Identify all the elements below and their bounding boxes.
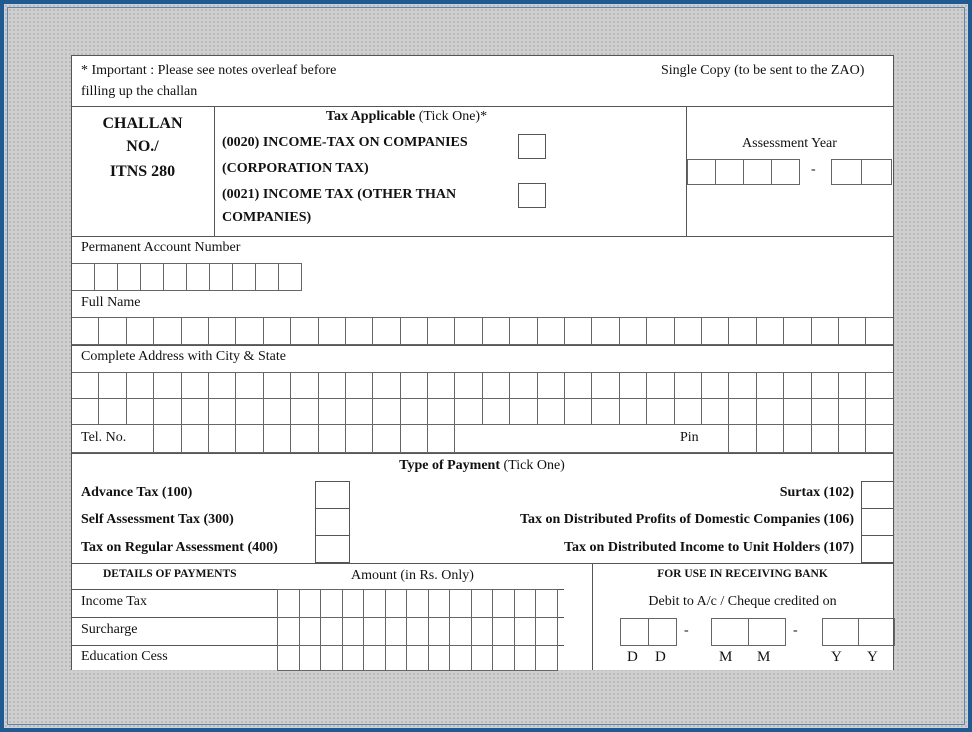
char-box[interactable] <box>342 617 365 646</box>
char-box[interactable] <box>811 424 839 453</box>
char-box[interactable] <box>756 398 784 425</box>
char-box[interactable] <box>235 424 263 453</box>
char-box[interactable] <box>235 398 263 425</box>
date-letter-m: M <box>757 649 771 665</box>
char-box[interactable] <box>345 317 373 345</box>
char-box[interactable] <box>235 317 263 345</box>
char-box[interactable] <box>186 263 210 291</box>
amount-boxes-income-tax[interactable] <box>277 589 558 618</box>
char-box[interactable] <box>537 317 565 345</box>
char-box[interactable] <box>865 317 893 345</box>
checkbox-self-assessment[interactable] <box>315 508 350 536</box>
self-assessment-label: Self Assessment Tax (300) <box>81 512 234 527</box>
date-digit-box[interactable] <box>711 618 749 646</box>
char-box[interactable] <box>290 424 318 453</box>
challan-form <box>71 55 894 670</box>
char-box[interactable] <box>619 317 647 345</box>
char-box[interactable] <box>701 398 729 425</box>
char-box[interactable] <box>235 372 263 399</box>
char-box[interactable] <box>646 372 674 399</box>
char-box[interactable] <box>181 372 209 399</box>
important-note-line1: * Important : Please see notes overleaf before <box>81 63 337 78</box>
char-box[interactable] <box>263 372 291 399</box>
checkbox-advance-tax[interactable] <box>315 481 350 509</box>
char-box[interactable] <box>406 589 429 618</box>
year-digit-box[interactable] <box>715 159 744 185</box>
full-name-label: Full Name <box>81 295 141 310</box>
debit-label: Debit to A/c / Cheque credited on <box>648 594 837 609</box>
date-dash: - <box>684 623 689 638</box>
assessment-year-end-boxes[interactable] <box>831 159 892 185</box>
assessment-year-start-boxes[interactable] <box>687 159 800 185</box>
amount-label: Amount (in Rs. Only) <box>351 568 474 583</box>
char-box[interactable] <box>428 645 451 671</box>
char-box[interactable] <box>728 317 756 345</box>
char-box[interactable] <box>865 372 893 399</box>
distributed-profits-label: Tax on Distributed Profits of Domestic Companies (106) <box>519 512 854 527</box>
char-box[interactable] <box>406 645 429 671</box>
date-digit-box[interactable] <box>648 618 677 646</box>
date-month-boxes[interactable] <box>711 618 786 646</box>
char-box[interactable] <box>674 372 702 399</box>
full-name-boxes[interactable] <box>71 317 894 345</box>
date-digit-box[interactable] <box>748 618 786 646</box>
divider <box>71 106 893 107</box>
char-box[interactable] <box>318 398 346 425</box>
bank-section-title: FOR USE IN RECEIVING BANK <box>657 568 828 580</box>
char-box[interactable] <box>163 263 187 291</box>
char-box[interactable] <box>385 617 408 646</box>
divider <box>71 453 893 454</box>
type-of-payment-title: Type of Payment (Tick One) <box>399 458 565 473</box>
char-box[interactable] <box>838 398 866 425</box>
char-box[interactable] <box>492 617 515 646</box>
char-box[interactable] <box>591 317 619 345</box>
char-box[interactable] <box>783 317 811 345</box>
char-box[interactable] <box>811 317 839 345</box>
char-box[interactable] <box>153 317 181 345</box>
char-box[interactable] <box>290 398 318 425</box>
char-box[interactable] <box>619 398 647 425</box>
char-box[interactable] <box>535 589 558 618</box>
char-box[interactable] <box>454 372 482 399</box>
challan-no-label: NO./ <box>126 138 159 155</box>
char-box[interactable] <box>345 372 373 399</box>
divider <box>71 563 893 564</box>
char-box[interactable] <box>537 372 565 399</box>
char-box[interactable] <box>428 589 451 618</box>
char-box[interactable] <box>564 372 592 399</box>
checkbox-distributed-income[interactable] <box>861 535 894 563</box>
char-box[interactable] <box>299 589 322 618</box>
tax-applicable-title: Tax Applicable (Tick One)* <box>325 109 488 124</box>
char-box[interactable] <box>728 424 756 453</box>
date-digit-box[interactable] <box>620 618 649 646</box>
char-box[interactable] <box>811 398 839 425</box>
char-box[interactable] <box>98 372 126 399</box>
payment-row-label: Income Tax <box>81 594 148 609</box>
address-boxes-row1[interactable] <box>71 372 894 399</box>
option-0020-line2: (CORPORATION TAX) <box>222 161 369 176</box>
char-box[interactable] <box>263 424 291 453</box>
date-day-boxes[interactable] <box>620 618 677 646</box>
tel-label: Tel. No. <box>81 430 127 445</box>
char-box[interactable] <box>320 617 343 646</box>
char-box[interactable] <box>299 617 322 646</box>
char-box[interactable] <box>619 372 647 399</box>
char-box[interactable] <box>98 317 126 345</box>
char-box[interactable] <box>318 424 346 453</box>
char-box[interactable] <box>514 645 537 671</box>
char-box[interactable] <box>427 398 455 425</box>
char-box[interactable] <box>471 589 494 618</box>
char-box[interactable] <box>71 317 99 345</box>
char-box[interactable] <box>290 317 318 345</box>
char-box[interactable] <box>345 398 373 425</box>
char-box[interactable] <box>342 589 365 618</box>
char-box[interactable] <box>117 263 141 291</box>
option-0021-line2: COMPANIES) <box>222 210 312 225</box>
char-box[interactable] <box>492 645 515 671</box>
char-box[interactable] <box>372 398 400 425</box>
char-box[interactable] <box>208 372 236 399</box>
char-box[interactable] <box>509 317 537 345</box>
address-boxes-row2[interactable] <box>71 398 894 425</box>
char-box[interactable] <box>427 372 455 399</box>
option-0020-line1: (0020) INCOME-TAX ON COMPANIES <box>222 135 468 150</box>
char-box[interactable] <box>208 424 236 453</box>
char-box[interactable] <box>318 317 346 345</box>
char-box[interactable] <box>509 372 537 399</box>
payment-row-label: Education Cess <box>81 649 168 664</box>
char-box[interactable] <box>454 424 482 453</box>
char-box[interactable] <box>838 424 866 453</box>
char-box[interactable] <box>646 398 674 425</box>
char-box[interactable] <box>363 617 386 646</box>
checkbox-0021[interactable] <box>518 183 546 208</box>
char-box[interactable] <box>865 424 893 453</box>
char-box[interactable] <box>406 617 429 646</box>
pin-label: Pin <box>680 430 699 445</box>
char-box[interactable] <box>514 589 537 618</box>
year-digit-box[interactable] <box>743 159 772 185</box>
char-box[interactable] <box>255 263 279 291</box>
checkbox-0020[interactable] <box>518 134 546 159</box>
char-box[interactable] <box>674 317 702 345</box>
option-0021-line1: (0021) INCOME TAX (OTHER THAN <box>222 187 457 202</box>
char-box[interactable] <box>208 398 236 425</box>
char-box[interactable] <box>318 372 346 399</box>
char-box[interactable] <box>537 398 565 425</box>
pan-label: Permanent Account Number <box>81 240 241 255</box>
char-box[interactable] <box>277 589 300 618</box>
char-box[interactable] <box>428 617 451 646</box>
char-box[interactable] <box>372 372 400 399</box>
char-box[interactable] <box>181 317 209 345</box>
char-box[interactable] <box>278 263 302 291</box>
char-box[interactable] <box>728 398 756 425</box>
char-box[interactable] <box>277 645 300 671</box>
date-year-boxes[interactable] <box>822 618 895 646</box>
char-box[interactable] <box>756 317 784 345</box>
year-separator: - <box>811 162 816 177</box>
char-box[interactable] <box>400 398 428 425</box>
char-box[interactable] <box>209 263 233 291</box>
date-digit-box[interactable] <box>822 618 859 646</box>
important-note-line2: filling up the challan <box>81 84 198 99</box>
char-box[interactable] <box>232 263 256 291</box>
char-box[interactable] <box>838 372 866 399</box>
date-letter-y: Y <box>867 649 878 665</box>
divider <box>71 236 893 237</box>
char-box[interactable] <box>153 398 181 425</box>
char-box[interactable] <box>126 317 154 345</box>
amount-boxes-surcharge[interactable] <box>277 617 558 646</box>
surtax-label: Surtax (102) <box>779 485 854 500</box>
char-box[interactable] <box>342 645 365 671</box>
char-box[interactable] <box>509 398 537 425</box>
char-box[interactable] <box>482 372 510 399</box>
assessment-year-label: Assessment Year <box>742 136 837 151</box>
divider <box>71 345 893 346</box>
char-box[interactable] <box>756 372 784 399</box>
char-box[interactable] <box>783 424 811 453</box>
char-box[interactable] <box>385 645 408 671</box>
char-box[interactable] <box>299 645 322 671</box>
date-letter-d: D <box>655 649 666 665</box>
year-digit-box[interactable] <box>687 159 716 185</box>
char-box[interactable] <box>756 424 784 453</box>
date-letter-y: Y <box>831 649 842 665</box>
char-box[interactable] <box>290 372 318 399</box>
char-box[interactable] <box>372 317 400 345</box>
char-box[interactable] <box>71 263 95 291</box>
char-box[interactable] <box>263 317 291 345</box>
date-letter-d: D <box>627 649 638 665</box>
char-box[interactable] <box>400 317 428 345</box>
char-box[interactable] <box>838 317 866 345</box>
char-box[interactable] <box>535 645 558 671</box>
char-box[interactable] <box>320 645 343 671</box>
pan-boxes[interactable] <box>71 263 302 291</box>
char-box[interactable] <box>449 589 472 618</box>
year-digit-box[interactable] <box>771 159 800 185</box>
checkbox-regular-assessment[interactable] <box>315 535 350 563</box>
char-box[interactable] <box>385 589 408 618</box>
char-box[interactable] <box>372 424 400 453</box>
char-box[interactable] <box>427 317 455 345</box>
char-box[interactable] <box>449 617 472 646</box>
char-box[interactable] <box>71 398 99 425</box>
regular-assessment-label: Tax on Regular Assessment (400) <box>81 540 278 555</box>
char-box[interactable] <box>140 263 164 291</box>
char-box[interactable] <box>277 617 300 646</box>
char-box[interactable] <box>98 398 126 425</box>
char-box[interactable] <box>181 398 209 425</box>
single-copy-note: Single Copy (to be sent to the ZAO) <box>661 63 865 78</box>
checkbox-distributed-profits[interactable] <box>861 508 894 536</box>
divider <box>214 106 215 236</box>
itns-label: ITNS 280 <box>109 163 176 180</box>
char-box[interactable] <box>345 424 373 453</box>
char-box[interactable] <box>320 589 343 618</box>
char-box[interactable] <box>126 372 154 399</box>
char-box[interactable] <box>400 424 428 453</box>
char-box[interactable] <box>674 398 702 425</box>
char-box[interactable] <box>492 589 515 618</box>
details-of-payments-label: DETAILS OF PAYMENTS <box>103 568 237 580</box>
char-box[interactable] <box>591 398 619 425</box>
year-digit-box[interactable] <box>861 159 892 185</box>
checkbox-surtax[interactable] <box>861 481 894 509</box>
char-box[interactable] <box>535 617 558 646</box>
char-box[interactable] <box>564 317 592 345</box>
date-dash: - <box>793 623 798 638</box>
char-box[interactable] <box>400 372 428 399</box>
char-box[interactable] <box>363 589 386 618</box>
char-box[interactable] <box>94 263 118 291</box>
char-box[interactable] <box>482 398 510 425</box>
distributed-income-label: Tax on Distributed Income to Unit Holders (107) <box>564 540 854 555</box>
char-box[interactable] <box>427 424 455 453</box>
challan-label: CHALLAN <box>102 115 183 132</box>
payment-row-label: Surcharge <box>81 622 138 637</box>
char-box[interactable] <box>591 372 619 399</box>
char-box[interactable] <box>728 372 756 399</box>
char-box[interactable] <box>363 645 386 671</box>
year-digit-box[interactable] <box>831 159 862 185</box>
char-box[interactable] <box>71 372 99 399</box>
char-box[interactable] <box>208 317 236 345</box>
char-box[interactable] <box>514 617 537 646</box>
date-letter-m: M <box>719 649 733 665</box>
char-box[interactable] <box>454 317 482 345</box>
advance-tax-label: Advance Tax (100) <box>81 485 193 500</box>
char-box[interactable] <box>482 317 510 345</box>
char-box[interactable] <box>471 645 494 671</box>
char-box[interactable] <box>564 398 592 425</box>
date-digit-box[interactable] <box>858 618 895 646</box>
char-box[interactable] <box>153 372 181 399</box>
char-box[interactable] <box>646 317 674 345</box>
amount-boxes-education-cess[interactable] <box>277 645 558 671</box>
char-box[interactable] <box>783 372 811 399</box>
char-box[interactable] <box>471 617 494 646</box>
char-box[interactable] <box>181 424 209 453</box>
char-box[interactable] <box>454 398 482 425</box>
char-box[interactable] <box>783 398 811 425</box>
char-box[interactable] <box>865 398 893 425</box>
char-box[interactable] <box>811 372 839 399</box>
char-box[interactable] <box>126 398 154 425</box>
char-box[interactable] <box>153 424 181 453</box>
char-box[interactable] <box>701 372 729 399</box>
char-box[interactable] <box>449 645 472 671</box>
address-label: Complete Address with City & State <box>81 349 286 364</box>
char-box[interactable] <box>701 317 729 345</box>
char-box[interactable] <box>263 398 291 425</box>
